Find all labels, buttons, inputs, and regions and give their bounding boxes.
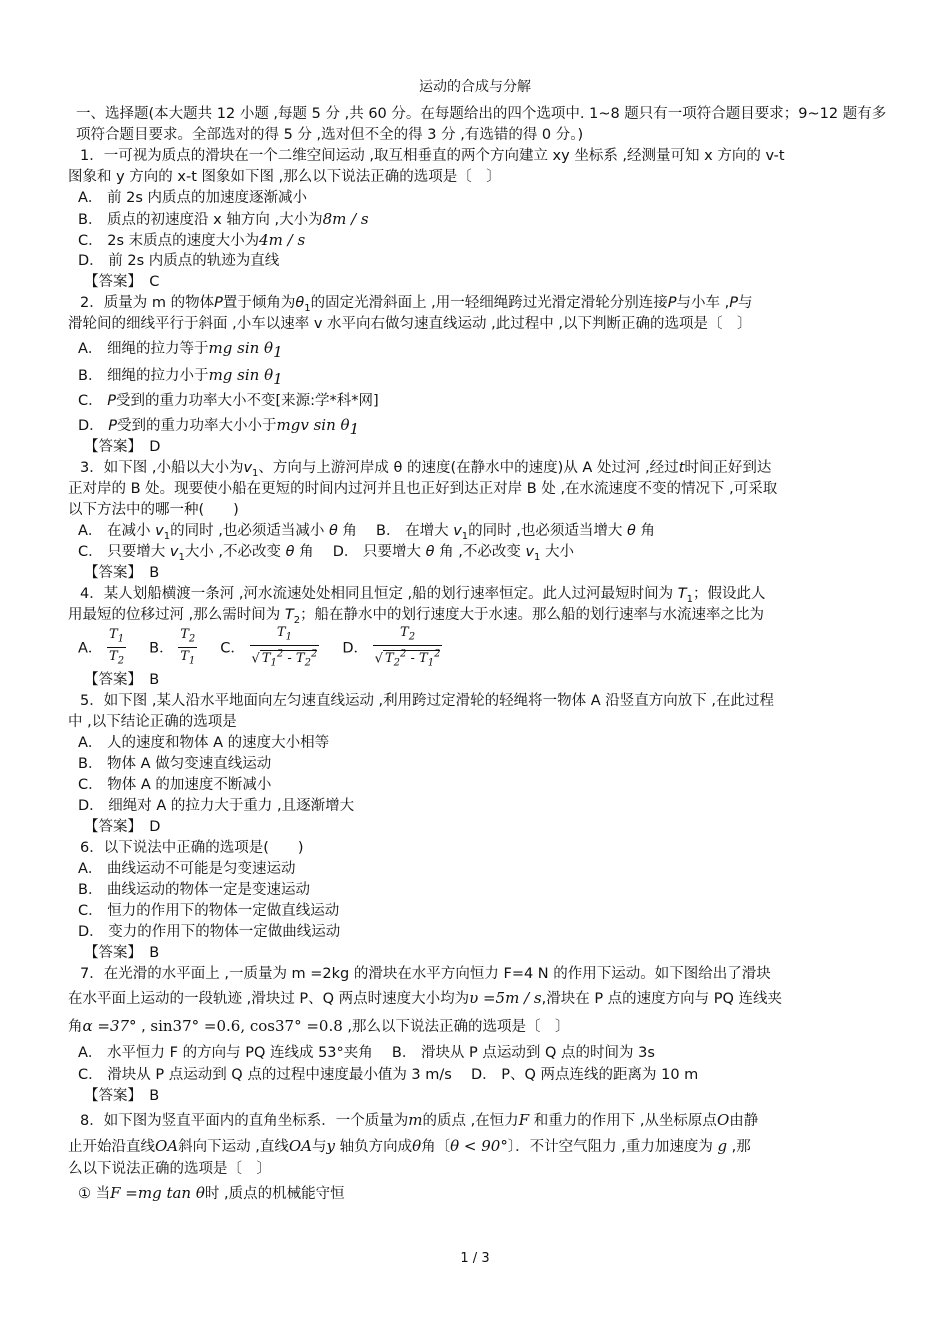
q8-stem-line2: 止开始沿直线OA斜向下运动 ,直线OA与y 轴负方向成θ角〔θ < 90°〕．不计空气阻力 ,重力加速度为 g ,那 [68, 1137, 751, 1155]
document-body [68, 104, 890, 1206]
q1-stem-line1: 1．一可视为质点的滑块在一个二维空间运动 ,取互相垂直的两个方向建立 xy 坐标系 ,经测量可知 x 方向的 v-t [80, 148, 785, 164]
q1-option-c: C． 2s 末质点的速度大小为4m / s [78, 231, 306, 249]
q5-stem-line1: 5．如下图 ,某人沿水平地面向左匀速直线运动 ,利用跨过定滑轮的轻绳将一物体 A 沿竖直方向放下 ,在此过程 [80, 693, 775, 709]
q4-option-c-fraction: $\frac{T_1}{√ T_1^2 - T_2^2}$ [251, 625, 318, 669]
q4-stem-line2: 用最短的位移过河 ,那么需时间为 $T_2$；船在静水中的划行速度大于水速。那么船的划行速率与水流速率之比为 [68, 607, 765, 626]
q4-options: A． $\frac{T_1}{T_2}$ B． $\frac{T_2}{T_1}$ C． $\frac{T_1}{√ T_1^2 - T_2^2}$ D． $\frac{T_2}{√ T_2^2 - T_1^2}$ [78, 625, 441, 669]
q7-answer: 【答案】 B [84, 1088, 160, 1104]
section-instructions: 一、选择题(本大题共 12 小题 ,每题 5 分 ,共 60 分。在每题给出的四个选项中. 1~8 题只有一项符合题目要求；9~12 题有多项符合题目要求。全部选对的得 5 分 ,选对但不全的得 3 分 ,有选错的得 0 分。) [76, 106, 887, 143]
q1-answer: 【答案】 C [84, 274, 160, 290]
q5-option-a: A． 人的速度和物体 A 的速度大小相等 [78, 735, 330, 751]
q4-answer: 【答案】 B [84, 672, 160, 688]
q2-option-d: D． P受到的重力功率大小小于mgv $\sin \theta_1$ [78, 416, 360, 438]
q1-b-value: 8m / s [322, 210, 369, 228]
q3-options-cd: C． 只要增大 $v_1$大小 ,不必改变 θ 角 D． 只要增大 θ 角 ,不必改变 $v_1$ 大小 [78, 544, 575, 563]
q7-stem-line3: 角α =37° , sin37° =0.6, cos37° =0.8 ,那么以下说法正确的选项是〔 〕 [68, 1017, 570, 1035]
q6-option-b: B． 曲线运动的物体一定是变速运动 [78, 882, 311, 898]
q2-stem-line2: 滑轮间的细线平行于斜面 ,小车以速率 v 水平向右做匀速直线运动 ,此过程中 ,以下判断正确的选项是〔 〕 [68, 316, 752, 332]
q5-answer: 【答案】 D [84, 819, 161, 835]
q2-option-b: B． 细绳的拉力小于mg $\sin \theta_1$ [78, 366, 283, 388]
q2-option-c: C． P受到的重力功率大小不变[来源:学*科*网] [78, 393, 379, 409]
q7-options-cd: C． 滑块从 P 点运动到 Q 点的过程中速度最小值为 3 m/s D． P、Q 两点连线的距离为 10 m [78, 1067, 699, 1083]
q8-stem-line3: 么以下说法正确的选项是〔 〕 [68, 1161, 271, 1177]
q6-option-a: A． 曲线运动不可能是匀变速运动 [78, 861, 296, 877]
q4-option-d-fraction: $\frac{T_2}{√ T_2^2 - T_1^2}$ [374, 625, 441, 669]
q7-stem-line1: 7．在光滑的水平面上 ,一质量为 m =2kg 的滑块在水平方向恒力 F=4 N 的作用下运动。如下图给出了滑块 [80, 966, 771, 982]
q1-option-a: A． 前 2s 内质点的加速度逐渐减小 [78, 190, 308, 206]
q6-stem: 6．以下说法中正确的选项是( ) [80, 840, 304, 856]
q7-stem-line2: 在水平面上运动的一段轨迹 ,滑块过 P、Q 两点时速度大小均为υ =5m / s,滑块在 P 点的速度方向与 PQ 连线夹 [68, 989, 783, 1007]
q7-options-ab: A． 水平恒力 F 的方向与 PQ 连线成 53°夹角 B． 滑块从 P 点运动到 Q 点的时间为 3s [78, 1045, 655, 1061]
q3-stem-line3: 以下方法中的哪一种( ) [68, 502, 239, 518]
q4-stem-line1: 4．某人划船横渡一条河 ,河水流速处处相同且恒定 ,船的划行速率恒定。此人过河最短时间为 $T_1$；假设此人 [80, 586, 766, 605]
q4-option-b-fraction: $\frac{T_2}{T_1}$ [180, 627, 196, 667]
q3-stem-line1: 3．如下图 ,小船以大小为$v_1$、方向与上游河岸成 θ 的速度(在静水中的速度)从 A 处过河 ,经过t时间正好到达 [80, 460, 772, 479]
q3-answer: 【答案】 B [84, 565, 160, 581]
q6-answer: 【答案】 B [84, 945, 160, 961]
q5-option-d: D． 细绳对 A 的拉力大于重力 ,且逐渐增大 [78, 798, 355, 814]
q6-option-d: D． 变力的作用下的物体一定做曲线运动 [78, 924, 341, 940]
page-title: 运动的合成与分解 [419, 79, 531, 95]
q8-stem-line1: 8．如下图为竖直平面内的直角坐标系．一个质量为m的质点 ,在恒力F 和重力的作用下 ,从坐标原点O由静 [80, 1111, 759, 1129]
q1-option-d: D． 前 2s 内质点的轨迹为直线 [78, 253, 280, 269]
q5-stem-line2: 中 ,以下结论正确的选项是 [68, 714, 237, 730]
q2-option-a: A． 细绳的拉力等于mg $\sin \theta_1$ [78, 339, 283, 361]
q2-answer: 【答案】 D [84, 439, 161, 455]
q3-options-ab: A． 在减小 $v_1$的同时 ,也必须适当减小 θ 角 B． 在增大 $v_1$的同时 ,也必须适当增大 θ 角 [78, 523, 655, 542]
q8-option-1: ① 当F =mg tan θ时 ,质点的机械能守恒 [78, 1184, 345, 1202]
q1-stem-line2: 图象和 y 方向的 x-t 图象如下图 ,那么以下说法正确的选项是〔 〕 [68, 169, 501, 185]
page-number: 1 / 3 [460, 1251, 490, 1266]
q3-stem-line2: 正对岸的 B 处。现要使小船在更短的时间内过河并且也正好到达正对岸 B 处 ,在水流速度不变的情况下 ,可采取 [68, 481, 778, 497]
q5-option-c: C． 物体 A 的加速度不断减小 [78, 777, 272, 793]
q1-option-b: B． 质点的初速度沿 x 轴方向 ,大小为8m / s [78, 210, 369, 228]
q6-option-c: C． 恒力的作用下的物体一定做直线运动 [78, 903, 340, 919]
q1-c-value: 4m / s [259, 231, 306, 249]
q2-stem-line1: 2．质量为 m 的物体P置于倾角为$\theta_1$的固定光滑斜面上 ,用一轻细绳跨过光滑定滑轮分别连接P与小车 ,P与 [80, 295, 753, 314]
q4-option-a-fraction: $\frac{T_1}{T_2}$ [109, 627, 125, 667]
q5-option-b: B． 物体 A 做匀变速直线运动 [78, 756, 272, 772]
